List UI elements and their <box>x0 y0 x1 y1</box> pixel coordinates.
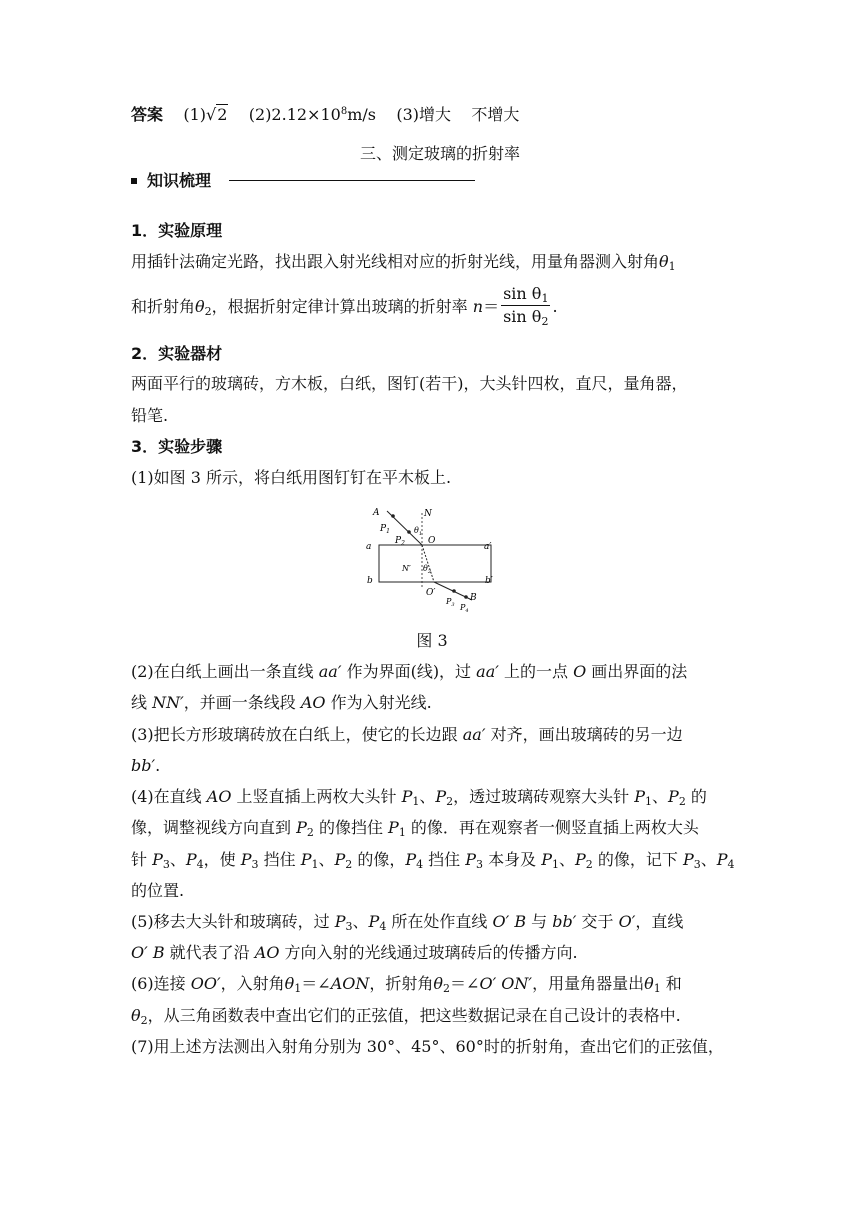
step4-line3: 针 $P_3$、$P_4$，使 $P_3$ 挡住 $P_1$、$P_2$ 的像，$P_4$ 挡住 $P_3$ 本身及 $P_1$、$P_2$ 的像，记下 $P_3$、$P_4$ <box>131 850 735 871</box>
glass-brick <box>379 545 491 582</box>
label-b-prime: b′ <box>485 576 493 586</box>
answer-line: 答案 (1)√2 $(2)2.12\times 10^8m/s$ (3)增大 不增大 <box>131 105 520 124</box>
label-a: a <box>366 542 372 552</box>
label-P3: $P_3$ <box>446 597 455 608</box>
step3-line2: bb′. <box>131 756 161 775</box>
pin-p3 <box>452 589 456 593</box>
s1-heading: 1．实验原理 <box>131 221 223 240</box>
step4-line1: (4)在直线 AO 上竖直插上两枚大头针 $P_1$、$P_2$，透过玻璃砖观察大头针 $P_1$、$P_2$ 的 <box>131 787 707 808</box>
sqrt-symbol: √2 <box>206 105 228 124</box>
answer-part3: (3)增大 <box>396 105 451 124</box>
step5-line1: (5)移去大头针和玻璃砖，过 $P_3$、$P_4$ 所在处作直线 O′ B 与 bb′ 交于 O′，直线 <box>131 912 684 933</box>
s2-line2: 铅笔. <box>131 406 169 425</box>
label-B: B <box>470 593 477 603</box>
step5-line2: O′ B 就代表了沿 AO 方向入射的光线通过玻璃砖后的传播方向. <box>131 943 578 962</box>
step6-line2: $\theta_2$，从三角函数表中查出它们的正弦值，把这些数据记录在自己设计的表格中. <box>131 1006 681 1027</box>
step2-line1: (2)在白纸上画出一条直线 aa′ 作为界面(线)，过 aa′ 上的一点 O 画出界面的法 <box>131 662 688 681</box>
s1-line2: 和折射角$\theta_2$，根据折射定律计算出玻璃的折射率 n＝ $\frac{\sin \theta_1}{\sin \theta_2}$ . <box>131 284 558 328</box>
label-O-prime: O′ <box>426 588 436 598</box>
step7-line: (7)用上述方法测出入射角分别为 30°、45°、60°时的折射角，查出它们的正弦值， <box>131 1037 724 1056</box>
answer-part2: (2)2.12×10 <box>248 105 341 124</box>
answer-part1: (1) <box>183 105 207 124</box>
label-theta1: $\theta_1$ <box>414 526 423 537</box>
knowledge-label: 知识梳理 <box>147 171 212 190</box>
heading-rule <box>229 180 475 181</box>
section-title: 三、测定玻璃的折射率 <box>359 144 520 163</box>
s3-heading: 3．实验步骤 <box>131 437 223 456</box>
label-theta2: $\theta_2$ <box>423 564 432 575</box>
knowledge-heading <box>131 170 481 192</box>
figure-3-diagram <box>362 503 512 613</box>
step4-line2: 像，调整视线方向直到 $P_2$ 的像挡住 $P_1$ 的像．再在观察者一侧竖直插上两枚大头 <box>131 818 699 839</box>
label-P1: $P_1$ <box>380 524 390 535</box>
label-a-prime: a′ <box>484 542 492 552</box>
figure-caption: 图 3 <box>416 631 448 650</box>
label-P2: $P_2$ <box>395 536 405 547</box>
label-N: N <box>424 509 432 519</box>
label-N-prime: N′ <box>402 564 411 573</box>
s3-step1: (1)如图 3 所示，将白纸用图钉钉在平木板上. <box>131 468 452 487</box>
answer-label: 答案 <box>131 105 164 124</box>
step2-line2: 线 NN′，并画一条线段 AO 作为入射光线. <box>131 693 432 712</box>
label-O: O <box>428 536 436 546</box>
step6-line1: (6)连接 OO′，入射角$\theta_1=\angle AON$，折射角$\theta_2=\angle O'$ ON′，用量角器量出$\theta_1$ 和 <box>131 974 682 995</box>
step3-line1: (3)把长方形玻璃砖放在白纸上，使它的长边跟 aa′ 对齐，画出玻璃砖的另一边 <box>131 725 683 744</box>
label-P4: $P_4$ <box>460 603 469 613</box>
label-A: A <box>373 508 380 518</box>
s2-line1: 两面平行的玻璃砖，方木板，白纸，图钉(若干)，大头针四枚，直尺，量角器， <box>131 374 688 393</box>
square-bullet-icon <box>131 178 137 184</box>
pin-p1 <box>391 514 395 518</box>
refraction-fraction: $\frac{\sin \theta_1}{\sin \theta_2}$ <box>503 284 549 328</box>
answer-part4: 不增大 <box>471 105 520 124</box>
label-b: b <box>367 576 373 586</box>
s2-heading: 2．实验器材 <box>131 344 223 363</box>
pin-p4 <box>464 595 468 599</box>
s1-line1: 用插针法确定光路，找出跟入射光线相对应的折射光线，用量角器测入射角$\theta_1$ <box>131 252 676 273</box>
pin-p2 <box>407 530 411 534</box>
step4-line4: 的位置. <box>131 881 185 900</box>
